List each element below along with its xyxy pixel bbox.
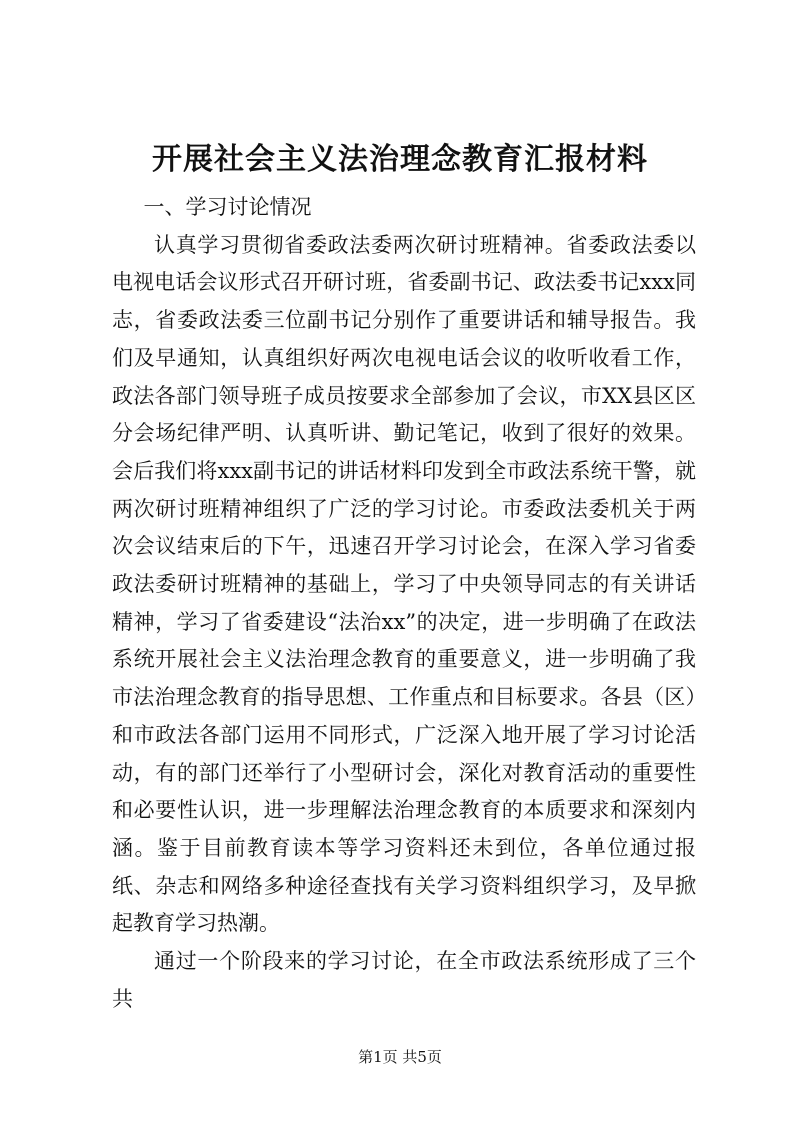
document-body (112, 189, 696, 1018)
page-footer: 第1页 共5页 (358, 1048, 442, 1066)
paragraph-2: 通过一个阶段来的学习讨论，在全市政法系统形成了三个共 (112, 949, 696, 1011)
document-title: 开展社会主义法治理念教育汇报材料 (152, 142, 648, 177)
section-heading: 一、学习讨论情况 (143, 195, 312, 219)
paragraph-1: 认真学习贯彻省委政法委两次研讨班精神。省委政法委以电视电话会议形式召开研讨班，省委副书记、政法委书记xxx同志，省委政法委三位副书记分别作了重要讲话和辅导报告。我们及早通知，认真组织好两次电视电话会议的收听收看工作，政法各部门领导班子成员按要求全部参加了会议，市XX县区区分会场纪律严明、认真听讲、勤记笔记，收到了很好的效果。会后我们将xxx副书记的讲话材料印发到全市政法系统干警，就两次研讨班精神组织了广泛的学习讨论。市委政法委机关于两次会议结束后的下午，迅速召开学习讨论会，在深入学习省委政法委研讨班精神的基础上，学习了中央领导同志的有关讲话精神，学习了省委建设“法治xx”的决定，进一步明确了在政法系统开展社会主义法治理念教育的重要意义，进一步明确了我市法治理念教育的指导思想、工作重点和目标要求。各县（区）和市政法各部门运用不同形式，广泛深入地开展了学习讨论活动，有的部门还举行了小型研讨会，深化对教育活动的重要性和必要性认识，进一步理解法治理念教育的本质要求和深刻内涵。鉴于目前教育读本等学习资料还未到位，各单位通过报纸、杂志和网络多种途径查找有关学习资料组织学习，及早掀起教育学习热潮。 (112, 232, 696, 936)
